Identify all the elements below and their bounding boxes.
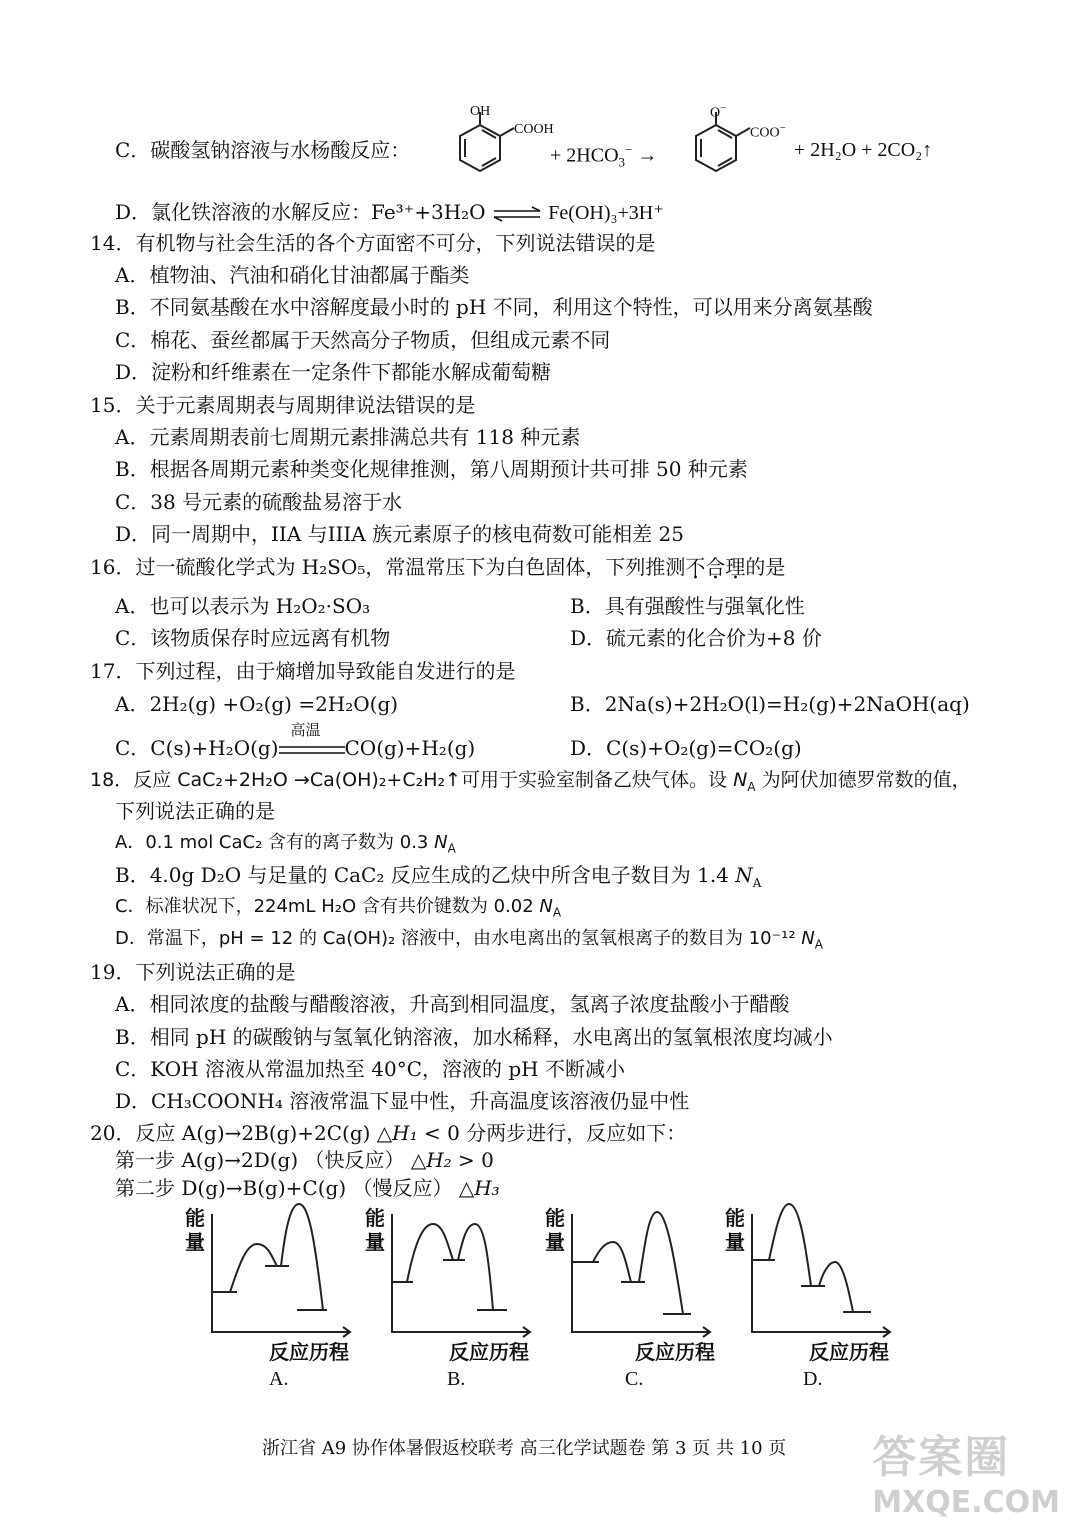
q14-stem: 14．有机物与社会生活的各个方面密不可分，下列说法错误的是: [90, 231, 656, 255]
diagram-a-label: A.: [269, 1368, 289, 1390]
q19-option-d: D．CH₃COONH₄ 溶液常温下显中性，升高温度该溶液仍显中性: [115, 1089, 690, 1113]
energy-diagram-c: [545, 1202, 725, 1402]
q14-option-c: C．棉花、蚕丝都属于天然高分子物质，但组成元素不同: [115, 328, 611, 352]
q16-option-b: B．具有强酸性与强氧化性: [570, 594, 805, 618]
x-axis-label: 反应历程: [269, 1340, 349, 1364]
y-axis-label-top: 能: [545, 1206, 565, 1230]
y-axis-label-bottom: 量: [545, 1230, 565, 1254]
y-axis-label-bottom: 量: [185, 1230, 205, 1254]
y-axis-label-bottom: 量: [365, 1230, 385, 1254]
q15-option-d: D．同一周期中，IIA 与IIIA 族元素原子的核电荷数可能相差 25: [115, 522, 684, 546]
diagram-d-label: D.: [803, 1368, 823, 1390]
q18-stem-line2: 下列说法正确的是: [115, 799, 275, 823]
q14-option-d: D．淀粉和纤维素在一定条件下都能水解成葡萄糖: [115, 360, 552, 384]
struct2-coo-label: COO−: [750, 122, 786, 141]
diagram-b-label: B.: [447, 1368, 466, 1390]
watermark-logo: 答案圈 MXQE.COM: [872, 1432, 1060, 1520]
q16-option-d: D．硫元素的化合价为+8 价: [570, 626, 822, 650]
q18-option-c: C．标准状况下，224mL H₂O 含有共价键数为 0.02 $N_A$: [115, 896, 562, 920]
salicylic-acid-structure: [432, 104, 554, 188]
energy-diagram-a: [185, 1202, 365, 1402]
q15-stem: 15．关于元素周期表与周期律说法错误的是: [90, 393, 476, 417]
q16-option-c: C．该物质保存时应远离有机物: [115, 626, 391, 650]
q16-stem: 16．过一硫酸化学式为 H₂SO₅，常温常压下为白色固体，下列推测不合理的是: [90, 555, 786, 579]
q17-option-b: B．2Na(s)+2H₂O(l)=H₂(g)+2NaOH(aq): [570, 692, 970, 716]
q13-c-products: + 2H₂O + 2CO₂↑: [794, 139, 933, 161]
q13-c-bicarbonate: + $2HCO_3^-$ →: [550, 142, 658, 170]
q17-condition-label: 高温: [290, 720, 321, 739]
q18-stem: 18．反应 CaC₂+2H₂O →Ca(OH)₂+C₂H₂↑可用于实验室制备乙炔气体。设 $N_A$ 为阿伏加德罗常数的值，: [90, 769, 971, 794]
q15-option-a: A．元素周期表前七周期元素排满总共有 118 种元素: [115, 425, 581, 449]
page-footer: 浙江省 A9 协作体暑假返校联考 高三化学试题卷 第 3 页 共 10 页: [262, 1438, 787, 1459]
q20-stem: 20．反应 A(g)→2B(g)+2C(g) △H₁ < 0 分两步进行，反应如下：: [90, 1121, 687, 1145]
q20-step1: 第一步 A(g)→2D(g) （快反应） △H₂ > 0: [115, 1148, 494, 1172]
q18-option-a: A．0.1 mol CaC₂ 含有的离子数为 0.3 $N_A$: [115, 832, 456, 856]
energy-diagram-b: [365, 1202, 545, 1402]
q17-option-a: A．2H₂(g) +O₂(g) =2H₂O(g): [115, 692, 399, 716]
diagram-c-label: C.: [625, 1368, 644, 1390]
q15-option-c: C．38 号元素的硫酸盐易溶于水: [115, 490, 403, 514]
struct2-o-label: O−: [710, 102, 727, 121]
y-axis-label-top: 能: [725, 1206, 745, 1230]
y-axis-label-top: 能: [185, 1206, 205, 1230]
q19-stem: 19．下列说法正确的是: [90, 960, 296, 984]
q14-option-a: A．植物油、汽油和硝化甘油都属于酯类: [115, 263, 470, 287]
q19-option-b: B．相同 pH 的碳酸钠与氢氧化钠溶液，加水稀释，水电离出的氢氧根浓度均减小: [115, 1025, 833, 1049]
y-axis-label-top: 能: [365, 1206, 385, 1230]
q18-option-d: D．常温下，pH = 12 的 Ca(OH)₂ 溶液中，由水电离出的氢氧根离子的数目为 10⁻¹² $N_A$: [115, 928, 823, 952]
x-axis-label: 反应历程: [635, 1340, 715, 1364]
q13-option-c-label: C．碳酸氢钠溶液与水杨酸反应：: [115, 138, 411, 162]
struct1-oh-label: OH: [470, 104, 491, 119]
energy-diagram-d: [725, 1202, 905, 1402]
q17-option-d: D．C(s)+O₂(g)=CO₂(g): [570, 736, 802, 760]
q19-option-a: A．相同浓度的盐酸与醋酸溶液，升高到相同温度，氢离子浓度盐酸小于醋酸: [115, 992, 790, 1016]
q18-option-b: B．4.0g D₂O 与足量的 CaC₂ 反应生成的乙炔中所含电子数目为 1.4 $N_A$: [115, 863, 762, 890]
q17-option-c: C．C(s)+H₂O(g) 高温 CO(g)+H₂(g): [115, 734, 475, 762]
q13-option-d: D．氯化铁溶液的水解反应：Fe³⁺+3H₂O Fe(OH)₃+3H⁺: [115, 200, 664, 224]
salicylate-structure: [668, 102, 788, 188]
q14-option-b: B．不同氨基酸在水中溶解度最小时的 pH 不同，利用这个特性，可以用来分离氨基酸: [115, 295, 873, 319]
x-axis-label: 反应历程: [449, 1340, 529, 1364]
y-axis-label-bottom: 量: [725, 1230, 745, 1254]
q19-option-c: C．KOH 溶液从常温加热至 40°C，溶液的 pH 不断减小: [115, 1057, 625, 1081]
struct1-cooh-label: COOH: [514, 122, 554, 137]
q17-stem: 17．下列过程，由于熵增加导致能自发进行的是: [90, 659, 516, 683]
q16-option-a: A．也可以表示为 H₂O₂·SO₃: [115, 594, 371, 618]
x-axis-label: 反应历程: [809, 1340, 889, 1364]
q20-step2: 第二步 D(g)→B(g)+C(g) （慢反应） △H₃: [115, 1176, 500, 1200]
q15-option-b: B．根据各周期元素种类变化规律推测，第八周期预计共可排 50 种元素: [115, 457, 748, 481]
